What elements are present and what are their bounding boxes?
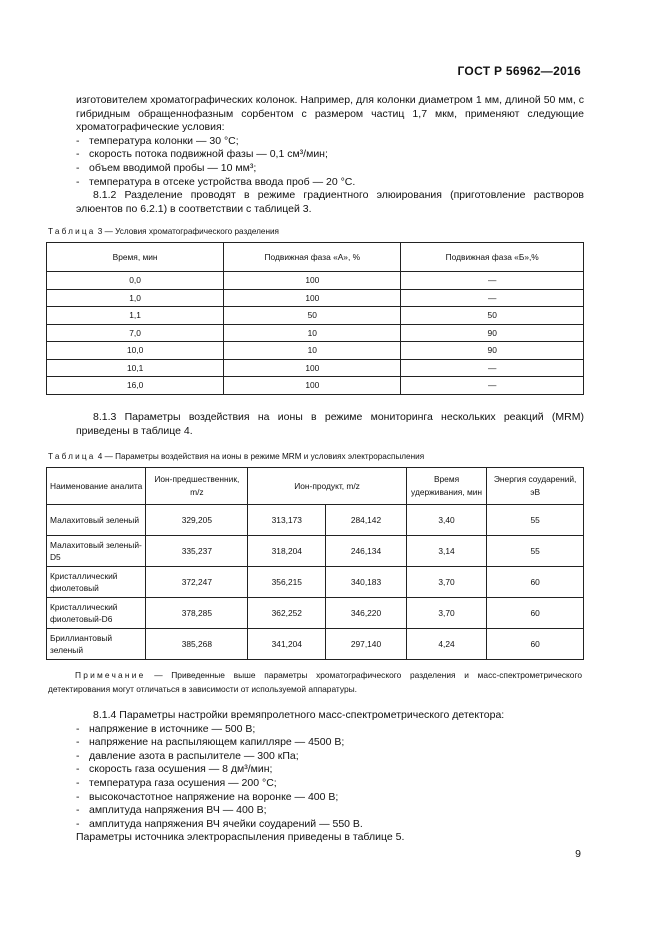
- list-item-text: напряжение в источнике — 500 В;: [89, 722, 256, 735]
- table-cell: 50: [224, 307, 401, 325]
- table-cell: 90: [401, 324, 584, 342]
- header-cell: Энергия соударений, эВ: [487, 468, 584, 505]
- header-cell: Наименование аналита: [47, 468, 146, 505]
- table-cell: 100: [224, 359, 401, 377]
- table-cell: 372,247: [146, 567, 248, 598]
- header-cell: Время удерживания, мин: [406, 468, 487, 505]
- list-dash: -: [76, 134, 80, 147]
- table-row: [47, 272, 584, 290]
- table-cell: 10,0: [47, 342, 224, 360]
- table-row: [47, 536, 584, 567]
- table-cell: 60: [487, 567, 584, 598]
- table-cell: 329,205: [146, 505, 248, 536]
- table-cell: Бриллиантовый зеленый: [47, 629, 146, 660]
- list-item: [76, 791, 584, 805]
- caption-text: — Приведенные выше параметры хроматографического разделения и масс-спектрометрического детектирования могут отличаться в зависимости от используемой аппаратуры.: [48, 670, 582, 694]
- table-cell: 378,285: [146, 598, 248, 629]
- table-cell: 340,183: [326, 567, 407, 598]
- list-dash: -: [76, 736, 80, 749]
- list-item-text: амплитуда напряжения ВЧ — 400 В;: [89, 804, 267, 817]
- document-header: ГОСТ Р 56962—2016: [457, 64, 581, 78]
- table-row: [47, 598, 584, 629]
- paragraph-8-1-2: 8.1.2 Разделение проводят в режиме градиентного элюирования (приготовление растворов элюентов по 6.2.1) в соответствии с таблицей 3.: [76, 189, 584, 215]
- table-cell: 318,204: [248, 536, 326, 567]
- table-cell: 284,142: [326, 505, 407, 536]
- list-item-text: напряжение на распыляющем капилляре — 4500 В;: [89, 736, 345, 749]
- table-row: [47, 377, 584, 395]
- table-cell: 100: [224, 377, 401, 395]
- table-note: [48, 669, 582, 696]
- table-cell: 7,0: [47, 324, 224, 342]
- list-item: [76, 750, 584, 764]
- caption-text: Таблица: [48, 452, 96, 461]
- caption-text: Примечание: [75, 670, 146, 680]
- table-cell: 356,215: [248, 567, 326, 598]
- table-3: [46, 242, 584, 395]
- table-row: [47, 342, 584, 360]
- list-dash: -: [76, 804, 80, 817]
- list-item: [76, 804, 584, 818]
- list-item-text: температура в отсеке устройства ввода проб — 20 °С.: [89, 175, 356, 188]
- table-cell: 246,134: [326, 536, 407, 567]
- list-item-text: амплитуда напряжения ВЧ ячейки соударений — 550 В.: [89, 817, 363, 830]
- table3-caption: [48, 227, 279, 236]
- list-item: [76, 736, 584, 750]
- table-cell: 60: [487, 629, 584, 660]
- table-cell: 1,1: [47, 307, 224, 325]
- table-cell: —: [401, 377, 584, 395]
- table-cell: Кристаллический фиолетовый: [47, 567, 146, 598]
- table-cell: Кристаллический фиолетовый-D6: [47, 598, 146, 629]
- paragraph-outro: Параметры источника электрораспыления приведены в таблице 5.: [76, 831, 405, 844]
- list-dash: -: [76, 790, 80, 803]
- table-cell: 50: [401, 307, 584, 325]
- table-cell: —: [401, 272, 584, 290]
- list-dash: -: [76, 722, 80, 735]
- table-cell: 16,0: [47, 377, 224, 395]
- table-cell: 4,24: [406, 629, 487, 660]
- table-cell: —: [401, 359, 584, 377]
- list-item-text: скорость газа осушения — 8 дм³/мин;: [89, 763, 273, 776]
- list-item-text: температура газа осушения — 200 °С;: [89, 776, 277, 789]
- table-row: [47, 567, 584, 598]
- paragraph-8-1-4: [76, 709, 584, 845]
- page-number: 9: [575, 848, 581, 860]
- header-cell: Подвижная фаза «А», %: [224, 243, 401, 272]
- header-cell: Ион-продукт, m/z: [248, 468, 406, 505]
- caption-text: Таблица: [48, 227, 96, 236]
- list-item-text: скорость потока подвижной фазы — 0,1 см³/мин;: [89, 148, 328, 161]
- list-item: [76, 763, 584, 777]
- list-item: [76, 176, 584, 190]
- header-cell: Ион-предшественник, m/z: [146, 468, 248, 505]
- table-cell: 346,220: [326, 598, 407, 629]
- table-cell: 55: [487, 536, 584, 567]
- table-cell: 10: [224, 342, 401, 360]
- list-item: [76, 818, 584, 832]
- table-cell: Малахитовый зеленый: [47, 505, 146, 536]
- list-item: [76, 135, 584, 149]
- caption-text: 4 — Параметры воздействия на ионы в режиме MRM и условиях электрораспыления: [95, 452, 425, 461]
- table-cell: 100: [224, 272, 401, 290]
- header-cell: Время, мин: [47, 243, 224, 272]
- table-cell: 297,140: [326, 629, 407, 660]
- table-row: [47, 324, 584, 342]
- table-row: [47, 629, 584, 660]
- table4-caption: [48, 452, 424, 461]
- table-cell: 10: [224, 324, 401, 342]
- list-item: [76, 162, 584, 176]
- list-item: [76, 723, 584, 737]
- list-item-text: объем вводимой пробы — 10 мм³;: [89, 161, 257, 174]
- list-dash: -: [76, 763, 80, 776]
- paragraph-text: изготовителем хроматографических колонок. Например, для колонки диаметром 1 мм, длиной 50 мм, с гибридным обращеннофазным сорбентом с размером частиц 1,7 мкм, применяют следующие хроматографические условия:: [76, 94, 584, 134]
- list-dash: -: [76, 175, 80, 188]
- table-cell: 55: [487, 505, 584, 536]
- paragraph-conditions: [76, 94, 584, 189]
- table-cell: 385,268: [146, 629, 248, 660]
- table-cell: 10,1: [47, 359, 224, 377]
- table-cell: 3,40: [406, 505, 487, 536]
- table-cell: 0,0: [47, 272, 224, 290]
- list-dash: -: [76, 161, 80, 174]
- table-4: [46, 467, 584, 660]
- table-row: [47, 289, 584, 307]
- table-cell: 313,173: [248, 505, 326, 536]
- list-dash: -: [76, 749, 80, 762]
- table-cell: 60: [487, 598, 584, 629]
- table-cell: 335,237: [146, 536, 248, 567]
- table-row: [47, 359, 584, 377]
- table-cell: 1,0: [47, 289, 224, 307]
- table-header-row: [47, 468, 584, 505]
- list-item-text: температура колонки — 30 °С;: [89, 134, 239, 147]
- list-item-text: давление азота в распылителе — 300 кПа;: [89, 749, 299, 762]
- table-cell: 341,204: [248, 629, 326, 660]
- list-dash: -: [76, 776, 80, 789]
- paragraph-8-1-3: 8.1.3 Параметры воздействия на ионы в режиме мониторинга нескольких реакций (MRM) приведены в таблице 4.: [76, 411, 584, 437]
- list-item-text: высокочастотное напряжение на воронке — 400 В;: [89, 790, 339, 803]
- table-cell: 3,70: [406, 598, 487, 629]
- table-cell: 90: [401, 342, 584, 360]
- paragraph-intro: 8.1.4 Параметры настройки времяпролетного масс-спектрометрического детектора:: [93, 709, 505, 721]
- list-item: [76, 148, 584, 162]
- table-cell: 3,14: [406, 536, 487, 567]
- table-cell: Малахитовый зеленый-D5: [47, 536, 146, 567]
- list-dash: -: [76, 817, 80, 830]
- table-cell: 3,70: [406, 567, 487, 598]
- table-cell: 100: [224, 289, 401, 307]
- list-dash: -: [76, 148, 80, 161]
- table-row: [47, 307, 584, 325]
- table-cell: —: [401, 289, 584, 307]
- table-cell: 362,252: [248, 598, 326, 629]
- table-row: [47, 505, 584, 536]
- caption-text: 3 — Условия хроматографического разделения: [95, 227, 279, 236]
- header-cell: Подвижная фаза «Б»,%: [401, 243, 584, 272]
- list-item: [76, 777, 584, 791]
- table-header-row: [47, 243, 584, 272]
